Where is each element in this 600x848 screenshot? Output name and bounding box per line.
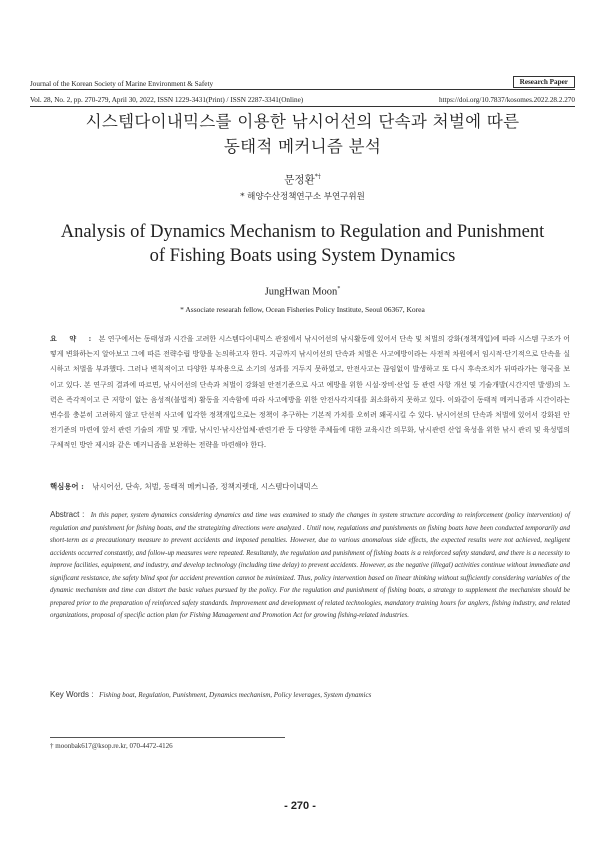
english-abstract-label: Abstract : xyxy=(50,510,85,519)
footnote-rule xyxy=(50,737,285,738)
citation: Vol. 28, No. 2, pp. 270-279, April 30, 2022, ISSN 1229-3431(Print) / ISSN 2287-3341(Online) xyxy=(30,96,304,104)
footnote xyxy=(50,742,173,750)
research-paper-badge: Research Paper xyxy=(513,76,575,88)
english-abstract xyxy=(50,509,570,623)
korean-title-line2: 동태적 메커니즘 분석 xyxy=(223,137,382,156)
korean-title-line1: 시스템다이내믹스를 이용한 낚시어선의 단속과 처벌에 따른 xyxy=(85,112,520,131)
korean-author xyxy=(30,172,575,187)
english-author-name: JungHwan Moon xyxy=(264,286,338,298)
journal-name: Journal of the Korean Society of Marine Environment & Safety xyxy=(30,80,214,88)
english-author xyxy=(30,286,575,298)
english-affiliation: * Associate researah fellow, Ocean Fisheries Policy Institute, Seoul 06367, Korea xyxy=(180,305,425,314)
doi-link[interactable]: https://doi.org/10.7837/kosomes.2022.28.2.270 xyxy=(438,96,575,104)
english-title-line1: Analysis of Dynamics Mechanism to Regulation and Punishment xyxy=(60,222,545,242)
korean-abstract xyxy=(50,331,570,454)
header-rule-bottom xyxy=(30,106,575,107)
korean-abstract-label: 요 약 : xyxy=(50,334,97,343)
footnote-contact: moonbak617@ksop.re.kr, 070-4472-4126 xyxy=(55,742,173,750)
page-number: - 270 - xyxy=(284,800,316,812)
korean-author-name: 문정환 xyxy=(284,174,315,186)
korean-keywords-label: 핵심용어 : xyxy=(50,482,84,491)
footnote-mark: † xyxy=(50,742,54,750)
korean-author-mark: *† xyxy=(314,173,321,181)
english-title-line2: of Fishing Boats using System Dynamics xyxy=(149,246,456,266)
english-keywords-label: Key Words : xyxy=(50,690,94,699)
korean-affiliation: * 해양수산정책연구소 부연구위원 xyxy=(240,192,365,202)
english-keywords xyxy=(50,690,570,699)
journal-header xyxy=(30,76,575,88)
korean-keywords-text: 낚시어선, 단속, 처벌, 동태적 메커니즘, 정책지렛대, 시스템다이내믹스 xyxy=(92,482,318,491)
header-rule-top xyxy=(30,89,575,90)
english-keywords-text: Fishing boat, Regulation, Punishment, Dynamics mechanism, Policy leverages, System dynamics xyxy=(99,691,372,699)
citation-row xyxy=(30,92,575,104)
english-abstract-text: In this paper, system dynamics considering dynamics and time was examined to study the changes in system structure according to reinforcement (policy intervention) of regulation and punishment for fishing boats, and the strategizing directions were analyzed . Until now, regulations and punishments on fishing boats have been conducted temporarily and short-term as a precautionary measure to prevent accidents and imposed penalties. However, due to various anomalous side effects, the expected results were not achieved, negligent accidents occurred constantly, and follow-up measures were repeated. Resultantly, the regulation and punishment of fishing boats is a reinforced safety standard, and there is a necessity to improve facilities, equipment, and industry, and develop technology (including time delay) to prevent accidents. However, as the negative (illegal) activities continue without immediate and significant resistance, the safety blind spot for accident prevention cannot be minimized. Thus, policy intervention based on linear thinking without sufficiently considering variables of the dynamic mechanism and time can distort the basic values pursued by the policy. For the regulation and punishment of fishing boats, a strategy to supplement the mechanism should be prepared prior to the preparation of reinforced safety standards. Improvement and development of related technologies, mandatory training hours for anglers, fishing industry, and related organizations, proposal of specific action plan for Fishing Management and Promotion Act for growing fishing-related industries. xyxy=(50,512,570,619)
english-author-mark: * xyxy=(337,286,341,292)
korean-abstract-text: 본 연구에서는 동태성과 시간을 고려한 시스템다이내믹스 관점에서 낚시어선의 낚시활동에 있어서 단속 및 처벌의 강화(정책개입)에 따라 시스템 구조가 어떻게 변화하는지 알아보고 그에 따른 전략수립 방향을 논의하고자 한다. 지금까지 낚시어선의 단속과 처벌은 사고예방이라는 사전적 차원에서 임시적·단기적으로 단속을 실시하고 처벌을 부과했다. 그러나 변칙적이고 다양한 부작용으로 소기의 성과를 거두지 못하였고, 안전사고는 끊임없이 발생하고 또 다시 후속조치가 뒤따라가는 형국을 보이고 있다. 본 연구의 결과에 따르면, 낚시어선의 단속과 처벌이 강화된 안전기준으로 사고 예방을 위한 시설·장비·산업 등 관련 사항 개선 및 기술개발(시간지연 발생)의 노력은 즉각적이고 큰 저항이 없는 음성적(불법적) 활동을 지속함에 따라 사고예방을 위한 안전사각지대를 최소화하지 못하고 있다. 이와같이 동태적 메커니즘과 시간이라는 변수를 충분히 고려하지 않고 단선적 사고에 입각한 정책개입으로는 정책이 추구하는 기본적 가치를 오히려 왜곡시킬 수 있다. 낚시어선의 단속과 처벌에 있어서 강화된 안전기준의 마련에 앞서 관련 기술의 개발 및 개발, 낚시인·낚시산업체·관련기관 등 다양한 주체들에 대한 교육시간 의무화, 낚시관련 산업 육성을 위한 낚시 관리 및 육성법의 구체적인 방안 제시와 같은 메커니즘을 보완하는 전략을 마련해야 한다. xyxy=(50,335,570,450)
korean-keywords xyxy=(50,481,570,492)
